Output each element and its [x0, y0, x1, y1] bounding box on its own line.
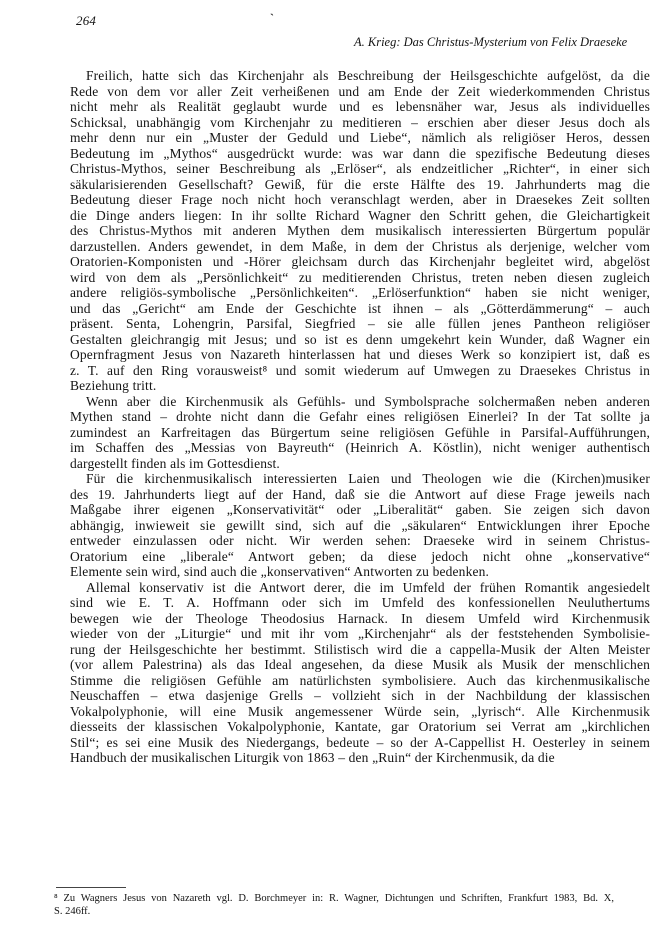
paragraph-1-line: Schicksal, unabhängig vom Kirchenjahr zu meditieren – erschien aber dieser Jesus doch als — [70, 114, 650, 130]
body-text — [70, 68, 650, 766]
paragraph-4-line: sind wie E. T. A. Hoffmann oder sich im Umfeld des konfessionellen Neuluthertums — [70, 595, 650, 610]
paragraph-1-line: Beziehung tritt. — [70, 378, 157, 393]
page-number: 264 — [76, 13, 97, 28]
paragraph-4-line: wieder von der „Liturgie“ und mit ihr vom „Kirchenjahr“ als der feststehenden Symbolisie- — [70, 626, 650, 641]
paragraph-1-line: säkularisierenden Gesellschaft? Gewiß, für die erste Hälfte des 19. Jahrhunderts mag die — [70, 176, 650, 192]
paragraph-1-line: nicht mehr als Realität geglaubt wurde und es lebensnäher war, Jesus als individuelles — [70, 99, 650, 114]
paragraph-4-line: diesseits der klassischen Vokalpolyphonie, Kantate, gar Oratorium sei Verrat am „kirchlichen — [70, 719, 650, 734]
paragraph-3-line: Für die kirchenmusikalisch interessierten Laien und Theologen wie die (Kirchen)musiker — [86, 471, 650, 486]
paragraph-3-line: Elemente sein wird, sind auch die „konservativen“ Antworten zu bedenken. — [70, 564, 490, 579]
paragraph-2-line: im Schaffen des „Messias von Bayreuth“ (Heinrich A. Köstlin), nicht weniger authentisch — [70, 440, 650, 455]
paragraph-1-line: mehr denn nur ein „Muster der Geduld und Liebe“, nämlich als religiöser Heros, dessen — [70, 130, 650, 145]
paragraph-3-line: Maßgabe ihrer eigenen „Konservativität“ oder „Liberalität“ gaben. Sie zeigen sich davon — [70, 502, 650, 517]
footnote-line: ⁸ Zu Wagners Jesus von Nazareth vgl. D. Borchmeyer in: R. Wagner, Dichtungen und Schriften, Frankfurt 1983, Bd. X, — [54, 893, 614, 904]
paragraph-1-line: Bedeutung dieser Frage noch nicht hoch veranschlagt werden, aber in Draesekes Zeit sollten — [70, 192, 650, 207]
paragraph-1-line: Rede von dem vor aller Zeit verheißenen und am Ende der Zeit wiederkommenden Christus — [70, 83, 650, 99]
paragraph-4-line: Handbuch der musikalischen Liturgik von 1863 – den „Ruin“ der Kirchenmusik, da die — [70, 750, 555, 765]
paragraph-4-line: (vor allem Palestrina) als das Ideal angesehen, da diese Musik als Musik der menschlichen — [70, 657, 650, 672]
paragraph-4-line: Stil“; es sei eine Musik des Niedergangs, bedeute – so der A-Cappellist H. Oesterley in seinem — [70, 734, 650, 750]
paragraph-3-line: Oratorium eine „liberale“ Antwort geben; da diese jedoch nicht ohne „konservative“ — [70, 548, 650, 564]
paragraph-1-line: Bedeutung im „Mythos“ ausgedrückt wurde: was war dann die spezifische Bedeutung dieses — [70, 145, 650, 161]
paragraph-4-line: bewegen wie der Theologe Theodosius Harnack. In diesem Umfeld wird Kirchenmusik — [70, 610, 650, 626]
paragraph-4-line: Stimme die religiösen Gefühle am natürlichsten symbolisiere. Auch das kirchenmusikalische — [70, 672, 650, 688]
footnote — [54, 892, 614, 918]
paragraph-4-line: Vokalpolyphonie, will eine Musik angemessener Würde sein, „lyrisch“. Alle Kirchenmusik — [70, 703, 650, 719]
paragraph-1-line: und das „Gericht“ am Ende der Geschichte ist ihnen – als „Götterdämmerung“ – auch — [70, 300, 650, 316]
paragraph-1-line: darzustellen. Anders gewendet, in dem Maße, in dem der Christus als derjenige, welcher vom — [70, 238, 650, 254]
paragraph-1-line: Freilich, hatte sich das Kirchenjahr als Beschreibung der Heilsgeschichte aufgelöst, da die — [86, 68, 650, 83]
footnote-line: S. 246ff. — [54, 906, 91, 917]
paragraph-4-line: rung der Heilsgeschichte her bestimmt. Stilistisch wird die a cappella-Musik der Alten Meister — [70, 641, 650, 657]
paragraph-1-line: andere religiös-symbolische „Persönlichkeiten“. „Erlöserfunktion“ haben sie nicht weniger, — [70, 285, 650, 300]
paragraph-3-line: abhängig, inwieweit sie gewillt sind, sich auf die „säkularen“ Entwicklungen ihrer Epoche — [70, 517, 650, 533]
footnote-divider — [56, 887, 126, 888]
paragraph-3-line: des 19. Jahrhunderts liegt auf der Hand, daß sie die Antwort auf diese Frage jeweils nach — [70, 486, 650, 502]
paragraph-1-line: wird von dem als „Persönlichkeit“ zu meditierenden Christus, treten neben diesen zugleich — [70, 269, 650, 285]
paragraph-1-line: Christus-Mythos, seiner Beschreibung als „Erlöser“, als endzeitlicher „Richter“, in einer sich — [70, 161, 650, 176]
paragraph-4-line: Allemal konservativ ist die Antwort derer, die im Umfeld der frühen Romantik angesiedelt — [86, 579, 650, 595]
paragraph-2-line: Mythen stand – drohte nicht dann die Gefahr eines religiösen Einerlei? In der Tat sollte ja — [70, 409, 650, 424]
paragraph-1-line: Oratorien-Komponisten und -Hörer gleichsam durch das Kirchenjahr begleitet wird, abgelöst — [70, 254, 650, 269]
paragraph-1-line: präsent. Senta, Lohengrin, Parsifal, Siegfried – sie alle füllen jenes Pantheon religiöser — [70, 316, 650, 331]
stray-mark: ` — [270, 11, 274, 25]
paragraph-2-line: Wenn aber die Kirchenmusik als Gefühls- und Symbolsprache solchermaßen neben anderen — [86, 393, 650, 409]
paragraph-2-line: zumindest an Karfreitagen das Bürgertum seine religiösen Gefühle in Parsifal-Aufführungen, — [70, 424, 650, 440]
paragraph-2-line: dargestellt finden als im Gottesdienst. — [70, 455, 280, 471]
paragraph-1-line: die Dinge anders liegen: In ihr sollte Richard Wagner den Schritt gehen, die Gleichartigkeit — [70, 207, 650, 223]
paragraph-1-line: des Christus-Mythos mit anderen Mythen dem musikalisch interessierten Bürgertum populär — [70, 223, 650, 238]
paragraph-3-line: entweder einzulassen oder nicht. Wir werden sehen: Draeseke wird in seinem Christus- — [70, 533, 650, 548]
paragraph-1-line: Gestalten gleichrangig mit Jesus; und so ist es denn umgekehrt kein Wunder, daß Wagner ein — [70, 331, 650, 347]
paragraph-4-line: Neuschaffen – etwa dasjenige Grells – vollzieht sich in der Nachbildung der klassischen — [70, 688, 650, 703]
paragraph-1-line: z. T. auf den Ring vorausweist⁸ und somit wiederum auf Umwegen zu Draesekes Christus in — [70, 362, 650, 378]
paragraph-1-line: Opernfragment Jesus von Nazareth hinterlassen hat und dieses Werk so konzipiert ist, daß es — [70, 347, 650, 362]
running-header: A. Krieg: Das Christus-Mysterium von Felix Draeseke — [354, 35, 628, 49]
